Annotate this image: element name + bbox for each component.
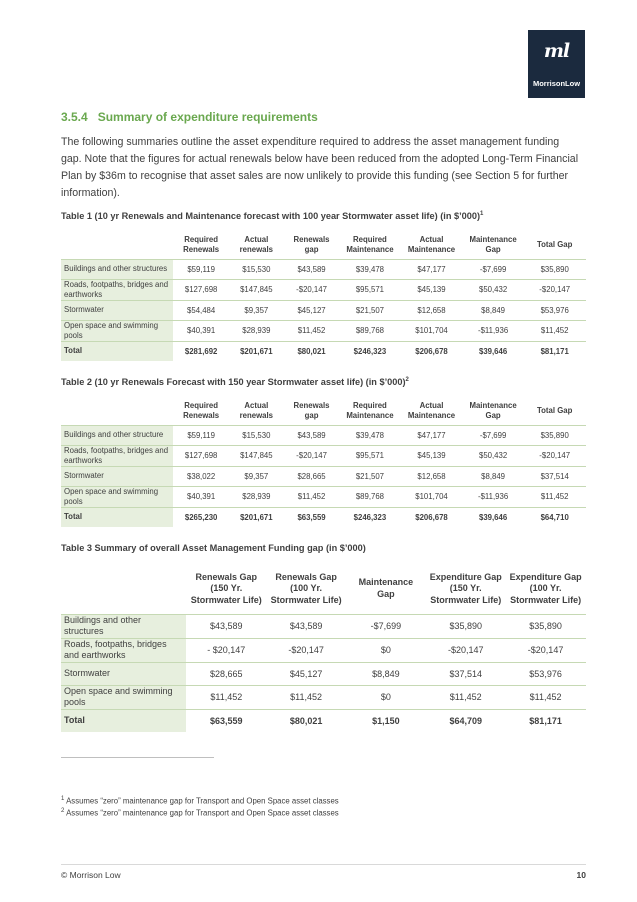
page-number: 10	[576, 870, 586, 880]
table-cell: $28,665	[186, 662, 266, 685]
table1	[61, 232, 586, 361]
column-header: Renewals gap	[284, 232, 339, 259]
table-row	[61, 486, 586, 507]
table-row	[61, 259, 586, 279]
table-row	[61, 466, 586, 486]
table-cell: $11,452	[506, 685, 586, 709]
table-cell: -$20,147	[524, 279, 586, 300]
table-cell: $40,391	[174, 486, 229, 507]
footnote-1-text: Assumes “zero” maintenance gap for Transport and Open Space asset classes	[66, 796, 339, 806]
section-number: 3.5.4	[61, 110, 88, 124]
table-cell: $101,704	[401, 486, 463, 507]
table-cell: $28,939	[229, 486, 284, 507]
table-row	[61, 320, 586, 341]
table-row	[61, 662, 586, 685]
table-cell: $35,890	[524, 425, 586, 445]
table3-caption	[61, 543, 366, 553]
footnote-2-text: Assumes “zero” maintenance gap for Transport and Open Space asset classes	[66, 808, 339, 818]
table-cell: $28,939	[229, 320, 284, 341]
table-cell: $11,452	[266, 685, 346, 709]
table-cell: -$20,147	[266, 638, 346, 662]
row-label: Open space and swimming pools	[61, 320, 174, 341]
table-cell: $45,139	[401, 445, 463, 466]
column-header: Renewals Gap (150 Yr. Stormwater Life)	[186, 564, 266, 614]
table-cell: -$7,699	[462, 259, 524, 279]
table2-caption	[61, 377, 409, 387]
table-cell: $21,507	[339, 300, 401, 320]
table-cell: $43,589	[266, 614, 346, 638]
row-label: Stormwater	[61, 300, 174, 320]
table-cell: $80,021	[284, 341, 339, 361]
row-label: Total	[61, 507, 174, 527]
table-cell: -$20,147	[284, 279, 339, 300]
table-cell: $47,177	[401, 425, 463, 445]
table3-caption-text: Table 3 Summary of overall Asset Management Funding gap (in $’000)	[61, 543, 366, 553]
row-label: Open space and swimming pools	[61, 685, 186, 709]
column-header: Renewals gap	[284, 398, 339, 425]
table-cell: -$11,936	[462, 486, 524, 507]
table-cell: $9,357	[229, 300, 284, 320]
column-header: Expenditure Gap (150 Yr. Stormwater Life)	[426, 564, 506, 614]
table-cell: $12,658	[401, 300, 463, 320]
table2-footnote-ref: 2	[405, 377, 409, 383]
table-cell: $11,452	[426, 685, 506, 709]
footer-copyright: © Morrison Low	[61, 870, 121, 880]
table-cell: $80,021	[266, 709, 346, 732]
table-cell: $147,845	[229, 279, 284, 300]
row-label: Roads, footpaths, bridges and earthworks	[61, 638, 186, 662]
table-cell: $15,530	[229, 259, 284, 279]
table-cell: $63,559	[284, 507, 339, 527]
total-row	[61, 709, 586, 732]
row-label: Total	[61, 341, 174, 361]
table-cell: $11,452	[524, 486, 586, 507]
column-header: Actual Maintenance	[401, 232, 463, 259]
section-heading	[61, 110, 328, 124]
morrisonlow-logo	[528, 30, 585, 98]
table-cell: $64,710	[524, 507, 586, 527]
table-cell: $206,678	[401, 507, 463, 527]
table-cell: $0	[346, 685, 426, 709]
logo-mark: ml	[543, 40, 570, 62]
table-cell: -$20,147	[426, 638, 506, 662]
column-header: Required Renewals	[174, 232, 229, 259]
table-cell: $40,391	[174, 320, 229, 341]
row-label: Buildings and other structures	[61, 614, 186, 638]
table-cell: $59,119	[174, 425, 229, 445]
table-cell: $206,678	[401, 341, 463, 361]
table-row	[61, 614, 586, 638]
table-cell: $28,665	[284, 466, 339, 486]
table1-caption-text: Table 1 (10 yr Renewals and Maintenance forecast with 100 year Stormwater asset life) (in $’000)	[61, 211, 481, 222]
table-cell: $11,452	[186, 685, 266, 709]
total-row	[61, 341, 586, 361]
table-cell: $8,849	[462, 300, 524, 320]
row-label: Stormwater	[61, 466, 174, 486]
table-cell: $50,432	[462, 279, 524, 300]
header-corner	[61, 564, 186, 614]
table-cell: $9,357	[229, 466, 284, 486]
column-header: Total Gap	[524, 232, 586, 259]
table-cell: $15,530	[229, 425, 284, 445]
table-row	[61, 445, 586, 466]
table-cell: $201,671	[229, 507, 284, 527]
table-cell: $81,171	[524, 341, 586, 361]
table-cell: -$11,936	[462, 320, 524, 341]
table1-footnote-ref: 1	[480, 211, 484, 217]
table-cell: $37,514	[426, 662, 506, 685]
table-cell: $39,478	[339, 259, 401, 279]
table-cell: -$7,699	[462, 425, 524, 445]
table-cell: $21,507	[339, 466, 401, 486]
table-cell: $8,849	[462, 466, 524, 486]
table-cell: $127,698	[174, 279, 229, 300]
table2	[61, 398, 586, 527]
table-cell: $201,671	[229, 341, 284, 361]
table-cell: $63,559	[186, 709, 266, 732]
table-cell: $0	[346, 638, 426, 662]
table2-caption-text: Table 2 (10 yr Renewals Forecast with 150 year Stormwater asset life) (in $’000)	[61, 377, 406, 388]
table-cell: $35,890	[426, 614, 506, 638]
logo-text: MorrisonLow	[532, 79, 581, 88]
footer-divider	[61, 864, 586, 865]
table-cell: $37,514	[524, 466, 586, 486]
header-corner	[61, 398, 174, 425]
column-header: Required Maintenance	[339, 398, 401, 425]
column-header: Required Maintenance	[339, 232, 401, 259]
table-cell: $45,127	[266, 662, 346, 685]
table-cell: $81,171	[506, 709, 586, 732]
table-cell: $35,890	[524, 259, 586, 279]
table-cell: $101,704	[401, 320, 463, 341]
table-cell: $45,127	[284, 300, 339, 320]
table-cell: -$20,147	[524, 445, 586, 466]
table-cell: $127,698	[174, 445, 229, 466]
column-header: Actual renewals	[229, 232, 284, 259]
table-cell: $8,849	[346, 662, 426, 685]
table1-caption	[61, 211, 483, 221]
row-label: Total	[61, 709, 186, 732]
row-label: Buildings and other structures	[61, 259, 174, 279]
row-label: Roads, footpaths, bridges and earthworks	[61, 445, 174, 466]
column-header: Expenditure Gap (100 Yr. Stormwater Life)	[506, 564, 586, 614]
table-cell: -$20,147	[506, 638, 586, 662]
table-cell: $39,646	[462, 341, 524, 361]
table-row	[61, 300, 586, 320]
table-cell: $281,692	[174, 341, 229, 361]
row-label: Stormwater	[61, 662, 186, 685]
table-cell: $1,150	[346, 709, 426, 732]
row-label: Buildings and other structure	[61, 425, 174, 445]
footnote-1	[61, 796, 339, 806]
table-cell: $147,845	[229, 445, 284, 466]
table-cell: $265,230	[174, 507, 229, 527]
column-header: Renewals Gap (100 Yr. Stormwater Life)	[266, 564, 346, 614]
table-cell: -$7,699	[346, 614, 426, 638]
table-cell: $64,709	[426, 709, 506, 732]
table-cell: $89,768	[339, 320, 401, 341]
table-cell: $47,177	[401, 259, 463, 279]
table-cell: $95,571	[339, 279, 401, 300]
table-cell: - $20,147	[186, 638, 266, 662]
column-header: Maintenance Gap	[462, 398, 524, 425]
table-row	[61, 638, 586, 662]
header-row	[61, 398, 586, 425]
table-cell: $59,119	[174, 259, 229, 279]
column-header: Actual renewals	[229, 398, 284, 425]
column-header: Required Renewals	[174, 398, 229, 425]
table-cell: $53,976	[506, 662, 586, 685]
table-cell: $11,452	[284, 486, 339, 507]
table-cell: $50,432	[462, 445, 524, 466]
row-label: Roads, footpaths, bridges and earthworks	[61, 279, 174, 300]
table-cell: $39,478	[339, 425, 401, 445]
column-header: Maintenance Gap	[462, 232, 524, 259]
total-row	[61, 507, 586, 527]
column-header: Actual Maintenance	[401, 398, 463, 425]
section-title: Summary of expenditure requirements	[97, 110, 318, 124]
table-row	[61, 425, 586, 445]
header-corner	[61, 232, 174, 259]
table-row	[61, 685, 586, 709]
header-row	[61, 564, 586, 614]
table-cell: $38,022	[174, 466, 229, 486]
table-cell: $246,323	[339, 341, 401, 361]
table-cell: $45,139	[401, 279, 463, 300]
table-cell: -$20,147	[284, 445, 339, 466]
footnote-2	[61, 808, 339, 818]
column-header: Total Gap	[524, 398, 586, 425]
header-row	[61, 232, 586, 259]
table-cell: $11,452	[524, 320, 586, 341]
row-label: Open space and swimming pools	[61, 486, 174, 507]
table3	[61, 564, 586, 732]
intro-paragraph: The following summaries outline the asset expenditure required to address the asset management funding gap. Note that the figures for actual renewals below have been reduced from the adopted Long-Term Financial Plan by $36m to recognise that asset sales are now unlikely to provide this funding (see Section 5 for further information).	[61, 136, 579, 199]
footnote-2-number: 2	[61, 808, 65, 814]
footnote-1-number: 1	[61, 796, 65, 802]
table-cell: $95,571	[339, 445, 401, 466]
table-cell: $54,484	[174, 300, 229, 320]
table-cell: $89,768	[339, 486, 401, 507]
table-row	[61, 279, 586, 300]
table-cell: $43,589	[284, 425, 339, 445]
footnote-divider	[61, 757, 214, 758]
table-cell: $11,452	[284, 320, 339, 341]
table-cell: $53,976	[524, 300, 586, 320]
table-cell: $246,323	[339, 507, 401, 527]
table-cell: $43,589	[284, 259, 339, 279]
table-cell: $39,646	[462, 507, 524, 527]
table-cell: $35,890	[506, 614, 586, 638]
table-cell: $12,658	[401, 466, 463, 486]
table-cell: $43,589	[186, 614, 266, 638]
column-header: Maintenance Gap	[346, 564, 426, 614]
